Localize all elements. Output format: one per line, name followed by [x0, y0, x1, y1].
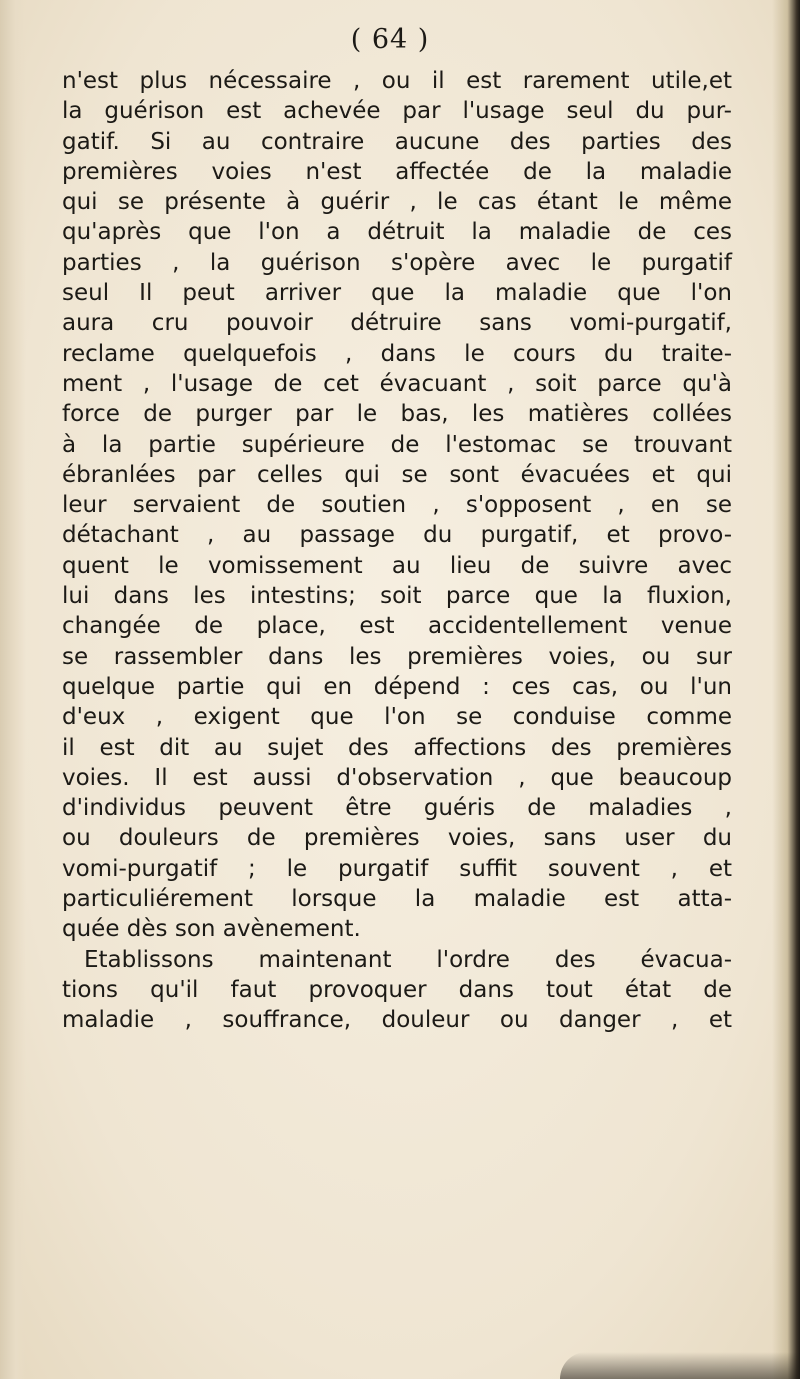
binding-shadow [0, 0, 26, 1379]
text-line: tions qu'il faut provoquer dans tout état de [62, 976, 732, 1003]
text-line: gatif. Si au contraire aucune des parties des [62, 128, 732, 155]
page-edge-shadow [772, 0, 800, 1379]
text-line: d'individus peuvent être guéris de maladies , [62, 795, 732, 822]
text-line: ébranlées par celles qui se sont évacuées et qui [62, 461, 732, 488]
text-line: qui se présente à guérir , le cas étant le même [62, 189, 732, 216]
page-corner-smudge [560, 1352, 800, 1379]
text-line: quée dès son avènement. [62, 916, 361, 943]
text-line: quent le vomissement au lieu de suivre avec [62, 552, 732, 579]
text-line: maladie , souffrance, douleur ou danger , et [62, 1007, 732, 1034]
text-line: se rassembler dans les premières voies, ou sur [62, 643, 732, 670]
text-line: leur servaient de soutien , s'opposent , en se [62, 492, 732, 519]
text-line: force de purger par le bas, les matières collées [62, 401, 732, 428]
text-line: voies. Il est aussi d'observation , que beaucoup [62, 764, 732, 791]
body-text [62, 66, 732, 1036]
text-line: qu'après que l'on a détruit la maladie de ces [62, 219, 732, 246]
text-line: ou douleurs de premières voies, sans user du [62, 825, 732, 852]
text-line: détachant , au passage du purgatif, et provo- [62, 522, 732, 549]
text-line: Etablissons maintenant l'ordre des évacua- [84, 946, 732, 973]
text-line: la guérison est achevée par l'usage seul du pur- [62, 98, 732, 125]
text-line: ment , l'usage de cet évacuant , soit parce qu'à [62, 370, 732, 397]
page-number: ( 64 ) [350, 24, 430, 55]
text-line: quelque partie qui en dépend : ces cas, ou l'un [62, 673, 732, 700]
text-line: parties , la guérison s'opère avec le purgatif [62, 249, 732, 276]
text-line: n'est plus nécessaire , ou il est rarement utile,et [62, 68, 732, 94]
text-line: reclame quelquefois , dans le cours du traite- [62, 340, 732, 367]
text-line: vomi-purgatif ; le purgatif suffit souvent , et [62, 855, 732, 882]
text-line: particuliérement lorsque la maladie est atta- [62, 886, 732, 913]
text-line: lui dans les intestins; soit parce que la fluxion, [62, 583, 732, 610]
text-line: seul Il peut arriver que la maladie que l'on [62, 280, 732, 307]
text-line: aura cru pouvoir détruire sans vomi-purgatif, [62, 310, 732, 337]
text-line: à la partie supérieure de l'estomac se trouvant [62, 431, 732, 458]
text-line: d'eux , exigent que l'on se conduise comme [62, 704, 732, 731]
text-line: il est dit au sujet des affections des premières [62, 734, 732, 761]
text-line: premières voies n'est affectée de la maladie [62, 158, 732, 185]
text-line: changée de place, est accidentellement venue [62, 613, 732, 640]
